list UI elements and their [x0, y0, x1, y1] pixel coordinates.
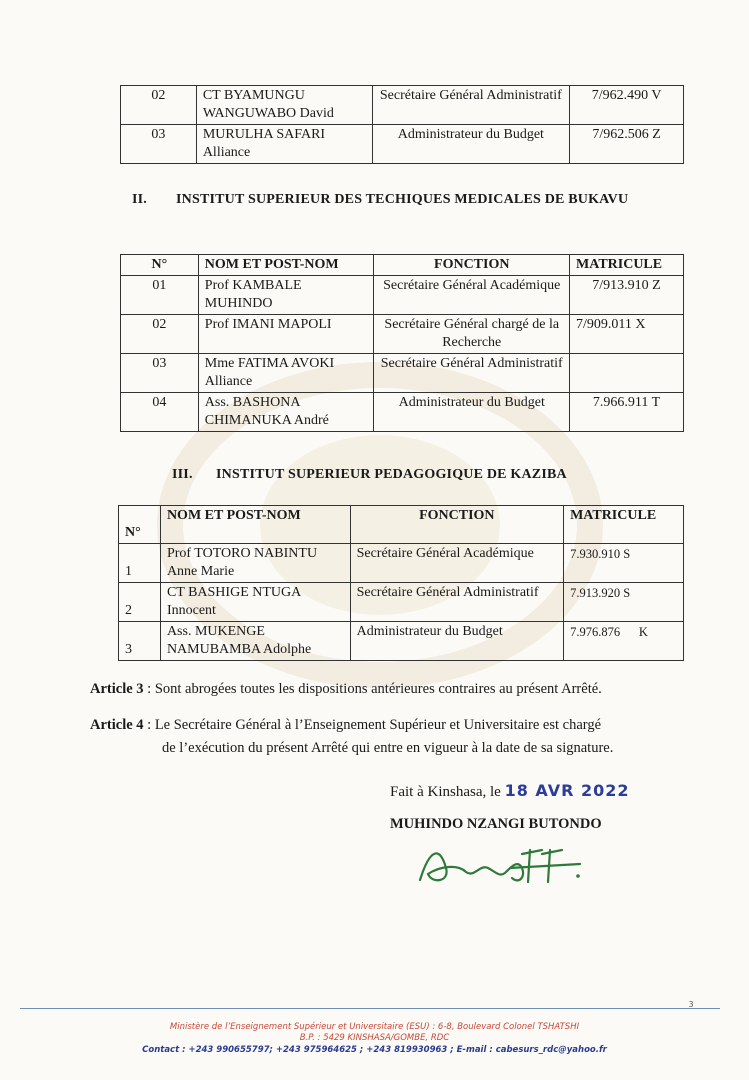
article-4-line1: : Le Secrétaire Général à l’Enseignement Supérieur et Universitaire est chargé [143, 717, 602, 733]
cell-fonction: Secrétaire Général chargé de la Recherche [374, 315, 570, 354]
header-num: N° [119, 506, 161, 544]
date-stamp: 18 AVR 2022 [504, 781, 630, 800]
cell-matricule [570, 354, 684, 393]
cell-num: 03 [121, 125, 197, 164]
cell-num: 3 [119, 622, 161, 661]
footer-address-line: Ministère de l’Enseignement Supérieur et Universitaire (ESU) : 6-8, Boulevard Colonel TSHATSHI [169, 1022, 580, 1032]
section-2-heading [132, 192, 628, 208]
table-row [121, 315, 684, 354]
signer-name: MUHINDO NZANGI BUTONDO [390, 816, 602, 832]
table-section-2 [120, 254, 684, 432]
table-header-row [121, 255, 684, 276]
article-3-label: Article 3 [90, 681, 144, 697]
handwritten-signature-icon [410, 838, 590, 888]
cell-num: 02 [121, 315, 199, 354]
cell-num: 2 [119, 583, 161, 622]
article-4-label: Article 4 [90, 717, 144, 733]
cell-matricule: 7/962.506 Z [570, 125, 684, 164]
section-number: III. [172, 467, 193, 482]
cell-fonction: Administrateur du Budget [372, 125, 570, 164]
header-fonction: FONCTION [374, 255, 570, 276]
cell-name: CT BASHIGE NTUGA Innocent [160, 583, 350, 622]
cell-fonction: Secrétaire Général Académique [350, 544, 564, 583]
table-row [121, 393, 684, 432]
header-name: NOM ET POST-NOM [160, 506, 350, 544]
header-name: NOM ET POST-NOM [198, 255, 374, 276]
cell-matricule: 7.976.876 K [564, 622, 684, 661]
header-matricule: MATRICULE [570, 255, 684, 276]
footer-postal-line: B.P. : 5429 KINSHASA/GOMBE, RDC [299, 1033, 450, 1043]
article-3 [90, 678, 602, 701]
cell-fonction: Administrateur du Budget [350, 622, 564, 661]
header-fonction: FONCTION [350, 506, 564, 544]
cell-name: CT BYAMUNGU WANGUWABO David [196, 86, 372, 125]
cell-matricule: 7.913.920 S [564, 583, 684, 622]
cell-fonction: Administrateur du Budget [374, 393, 570, 432]
section-3-heading [172, 467, 567, 483]
article-3-text: : Sont abrogées toutes les dispositions antérieures contraires au présent Arrêté. [143, 681, 602, 697]
cell-fonction: Secrétaire Général Administratif [374, 354, 570, 393]
footer-divider [20, 1008, 720, 1009]
cell-name: Ass. MUKENGE NAMUBAMBA Adolphe [160, 622, 350, 661]
header-matricule: MATRICULE [564, 506, 684, 544]
cell-matricule: 7/962.490 V [570, 86, 684, 125]
fait-a-text: Fait à Kinshasa, le [390, 784, 505, 800]
cell-matricule: 7/909.011 X [570, 315, 684, 354]
table-row [119, 622, 684, 661]
cell-num: 01 [121, 276, 199, 315]
cell-name: MURULHA SAFARI Alliance [196, 125, 372, 164]
cell-name: Ass. BASHONA CHIMANUKA André [198, 393, 374, 432]
table-row [119, 544, 684, 583]
place-date [390, 781, 630, 801]
table-row [119, 583, 684, 622]
section-title: INSTITUT SUPERIEUR DES TECHIQUES MEDICALES DE BUKAVU [176, 192, 629, 207]
cell-name: Prof IMANI MAPOLI [198, 315, 374, 354]
article-4 [90, 714, 613, 760]
page-number: 3 [688, 1000, 694, 1009]
table-row [121, 354, 684, 393]
section-number: II. [132, 192, 147, 207]
table-row [121, 86, 684, 125]
footer-contact-line: Contact : +243 990655797; +243 975964625 ; +243 819930963 ; E-mail : cabesurs_rdc@yahoo.fr [142, 1045, 607, 1055]
table-header-row [119, 506, 684, 544]
cell-num: 02 [121, 86, 197, 125]
table-row [121, 125, 684, 164]
cell-num: 04 [121, 393, 199, 432]
header-num: N° [121, 255, 199, 276]
article-4-line2: de l’exécution du présent Arrêté qui entre en vigueur à la date de sa signature. [162, 740, 614, 756]
table-continuation [120, 85, 684, 164]
cell-name: Mme FATIMA AVOKI Alliance [198, 354, 374, 393]
cell-fonction: Secrétaire Général Administratif [372, 86, 570, 125]
cell-num: 1 [119, 544, 161, 583]
section-title: INSTITUT SUPERIEUR PEDAGOGIQUE DE KAZIBA [216, 467, 567, 482]
cell-name: Prof TOTORO NABINTU Anne Marie [160, 544, 350, 583]
cell-matricule: 7.966.911 T [570, 393, 684, 432]
cell-fonction: Secrétaire Général Académique [374, 276, 570, 315]
cell-fonction: Secrétaire Général Administratif [350, 583, 564, 622]
cell-matricule: 7/913.910 Z [570, 276, 684, 315]
table-section-3 [118, 505, 684, 661]
cell-name: Prof KAMBALE MUHINDO [198, 276, 374, 315]
table-row [121, 276, 684, 315]
cell-num: 03 [121, 354, 199, 393]
cell-matricule: 7.930.910 S [564, 544, 684, 583]
